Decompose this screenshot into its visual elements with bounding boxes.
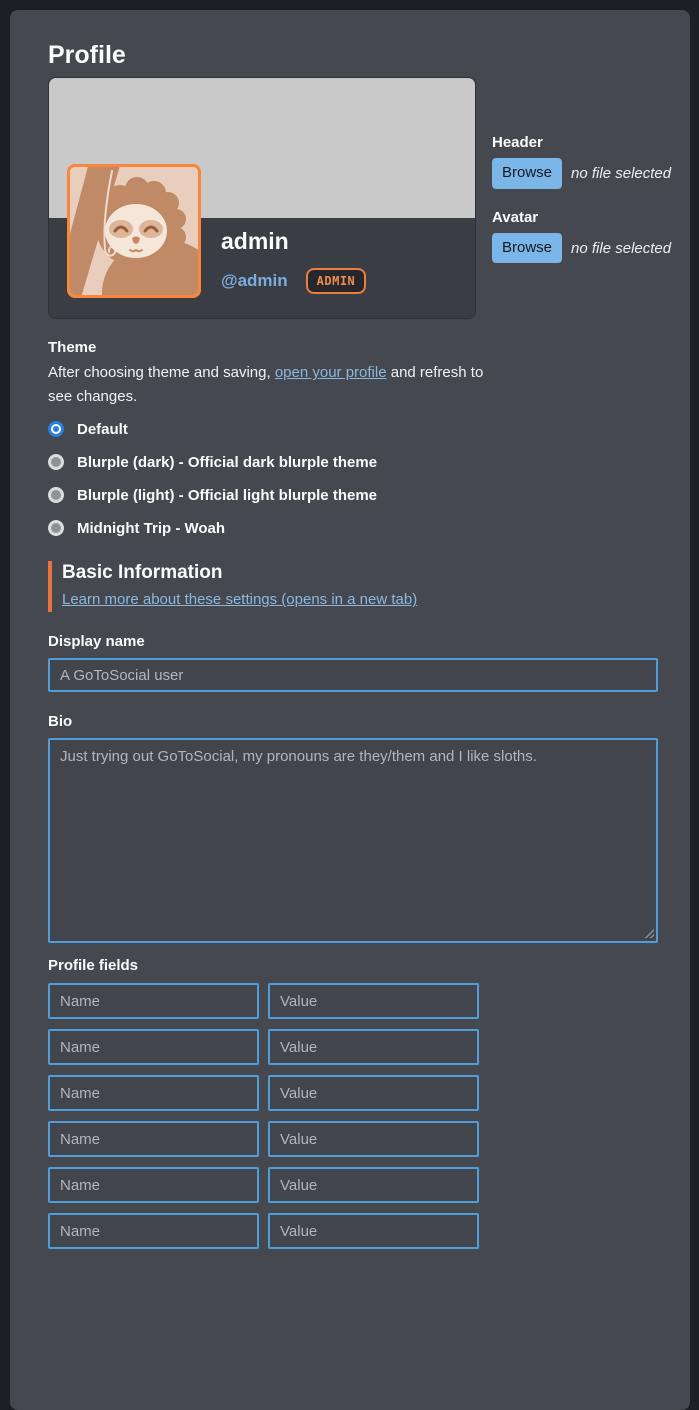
upload-controls	[492, 77, 671, 319]
avatar-upload-status: no file selected	[571, 239, 672, 257]
avatar-browse-button[interactable]: Browse	[492, 233, 562, 264]
profile-field-row	[48, 1075, 658, 1111]
theme-option-label: Blurple (dark) - Official dark blurple theme	[77, 453, 378, 471]
profile-fields-group	[48, 957, 658, 1249]
preview-username: @admin	[221, 271, 288, 291]
theme-option-label: Default	[77, 420, 128, 438]
radio-button-icon[interactable]	[48, 520, 64, 536]
theme-section	[48, 339, 658, 538]
field-name-input[interactable]	[48, 1121, 259, 1157]
learn-more-link[interactable]: Learn more about these settings (opens in a new tab)	[62, 591, 418, 609]
profile-field-row	[48, 1213, 658, 1249]
preview-display-name: admin	[221, 228, 289, 255]
field-value-input[interactable]	[268, 1213, 479, 1249]
profile-field-row	[48, 1167, 658, 1203]
header-upload-group	[492, 134, 671, 189]
radio-button-icon[interactable]	[48, 487, 64, 503]
field-value-input[interactable]	[268, 983, 479, 1019]
header-upload-label: Header	[492, 134, 543, 152]
display-name-input[interactable]	[48, 658, 658, 692]
theme-option[interactable]	[48, 452, 658, 472]
avatar	[67, 164, 201, 298]
avatar-upload-group	[492, 209, 671, 264]
theme-options	[48, 419, 658, 538]
theme-option[interactable]	[48, 485, 658, 505]
theme-option-label: Midnight Trip - Woah	[77, 519, 226, 537]
admin-role-badge: ADMIN	[306, 268, 367, 294]
profile-preview-card	[48, 77, 476, 319]
radio-button-icon[interactable]	[48, 421, 64, 437]
profile-preview-row	[48, 77, 672, 319]
field-name-input[interactable]	[48, 1075, 259, 1111]
avatar-upload-label: Avatar	[492, 208, 539, 226]
profile-field-row	[48, 1121, 658, 1157]
field-name-input[interactable]	[48, 983, 259, 1019]
preview-names	[221, 228, 366, 294]
theme-desc-text: After choosing theme and saving,	[48, 364, 275, 382]
profile-fields-rows	[48, 983, 658, 1249]
theme-desc-text-after: and refresh to see changes.	[48, 364, 484, 406]
theme-description	[48, 361, 494, 409]
header-browse-button[interactable]: Browse	[492, 158, 562, 189]
field-value-input[interactable]	[268, 1121, 479, 1157]
display-name-label: Display name	[48, 633, 145, 651]
field-value-input[interactable]	[268, 1029, 479, 1065]
field-value-input[interactable]	[268, 1075, 479, 1111]
theme-option[interactable]	[48, 518, 658, 538]
theme-option[interactable]	[48, 419, 658, 439]
profile-field-row	[48, 1029, 658, 1065]
basic-information-heading: Basic Information	[62, 562, 223, 584]
field-value-input[interactable]	[268, 1167, 479, 1203]
radio-button-icon[interactable]	[48, 454, 64, 470]
bio-textarea[interactable]	[48, 738, 658, 943]
basic-information-section-header	[48, 561, 658, 612]
bio-label: Bio	[48, 713, 73, 731]
profile-field-row	[48, 983, 658, 1019]
open-your-profile-link[interactable]: open your profile	[274, 364, 387, 382]
field-name-input[interactable]	[48, 1029, 259, 1065]
field-name-input[interactable]	[48, 1167, 259, 1203]
page-title: Profile	[48, 41, 126, 69]
display-name-group	[48, 633, 658, 692]
sloth-avatar-image	[70, 167, 198, 295]
theme-option-label: Blurple (light) - Official light blurple theme	[77, 486, 377, 504]
theme-label: Theme	[48, 339, 97, 357]
profile-settings-panel	[10, 10, 690, 1410]
field-name-input[interactable]	[48, 1213, 259, 1249]
header-upload-status: no file selected	[571, 165, 672, 182]
profile-fields-label: Profile fields	[48, 957, 139, 975]
bio-group	[48, 713, 658, 943]
